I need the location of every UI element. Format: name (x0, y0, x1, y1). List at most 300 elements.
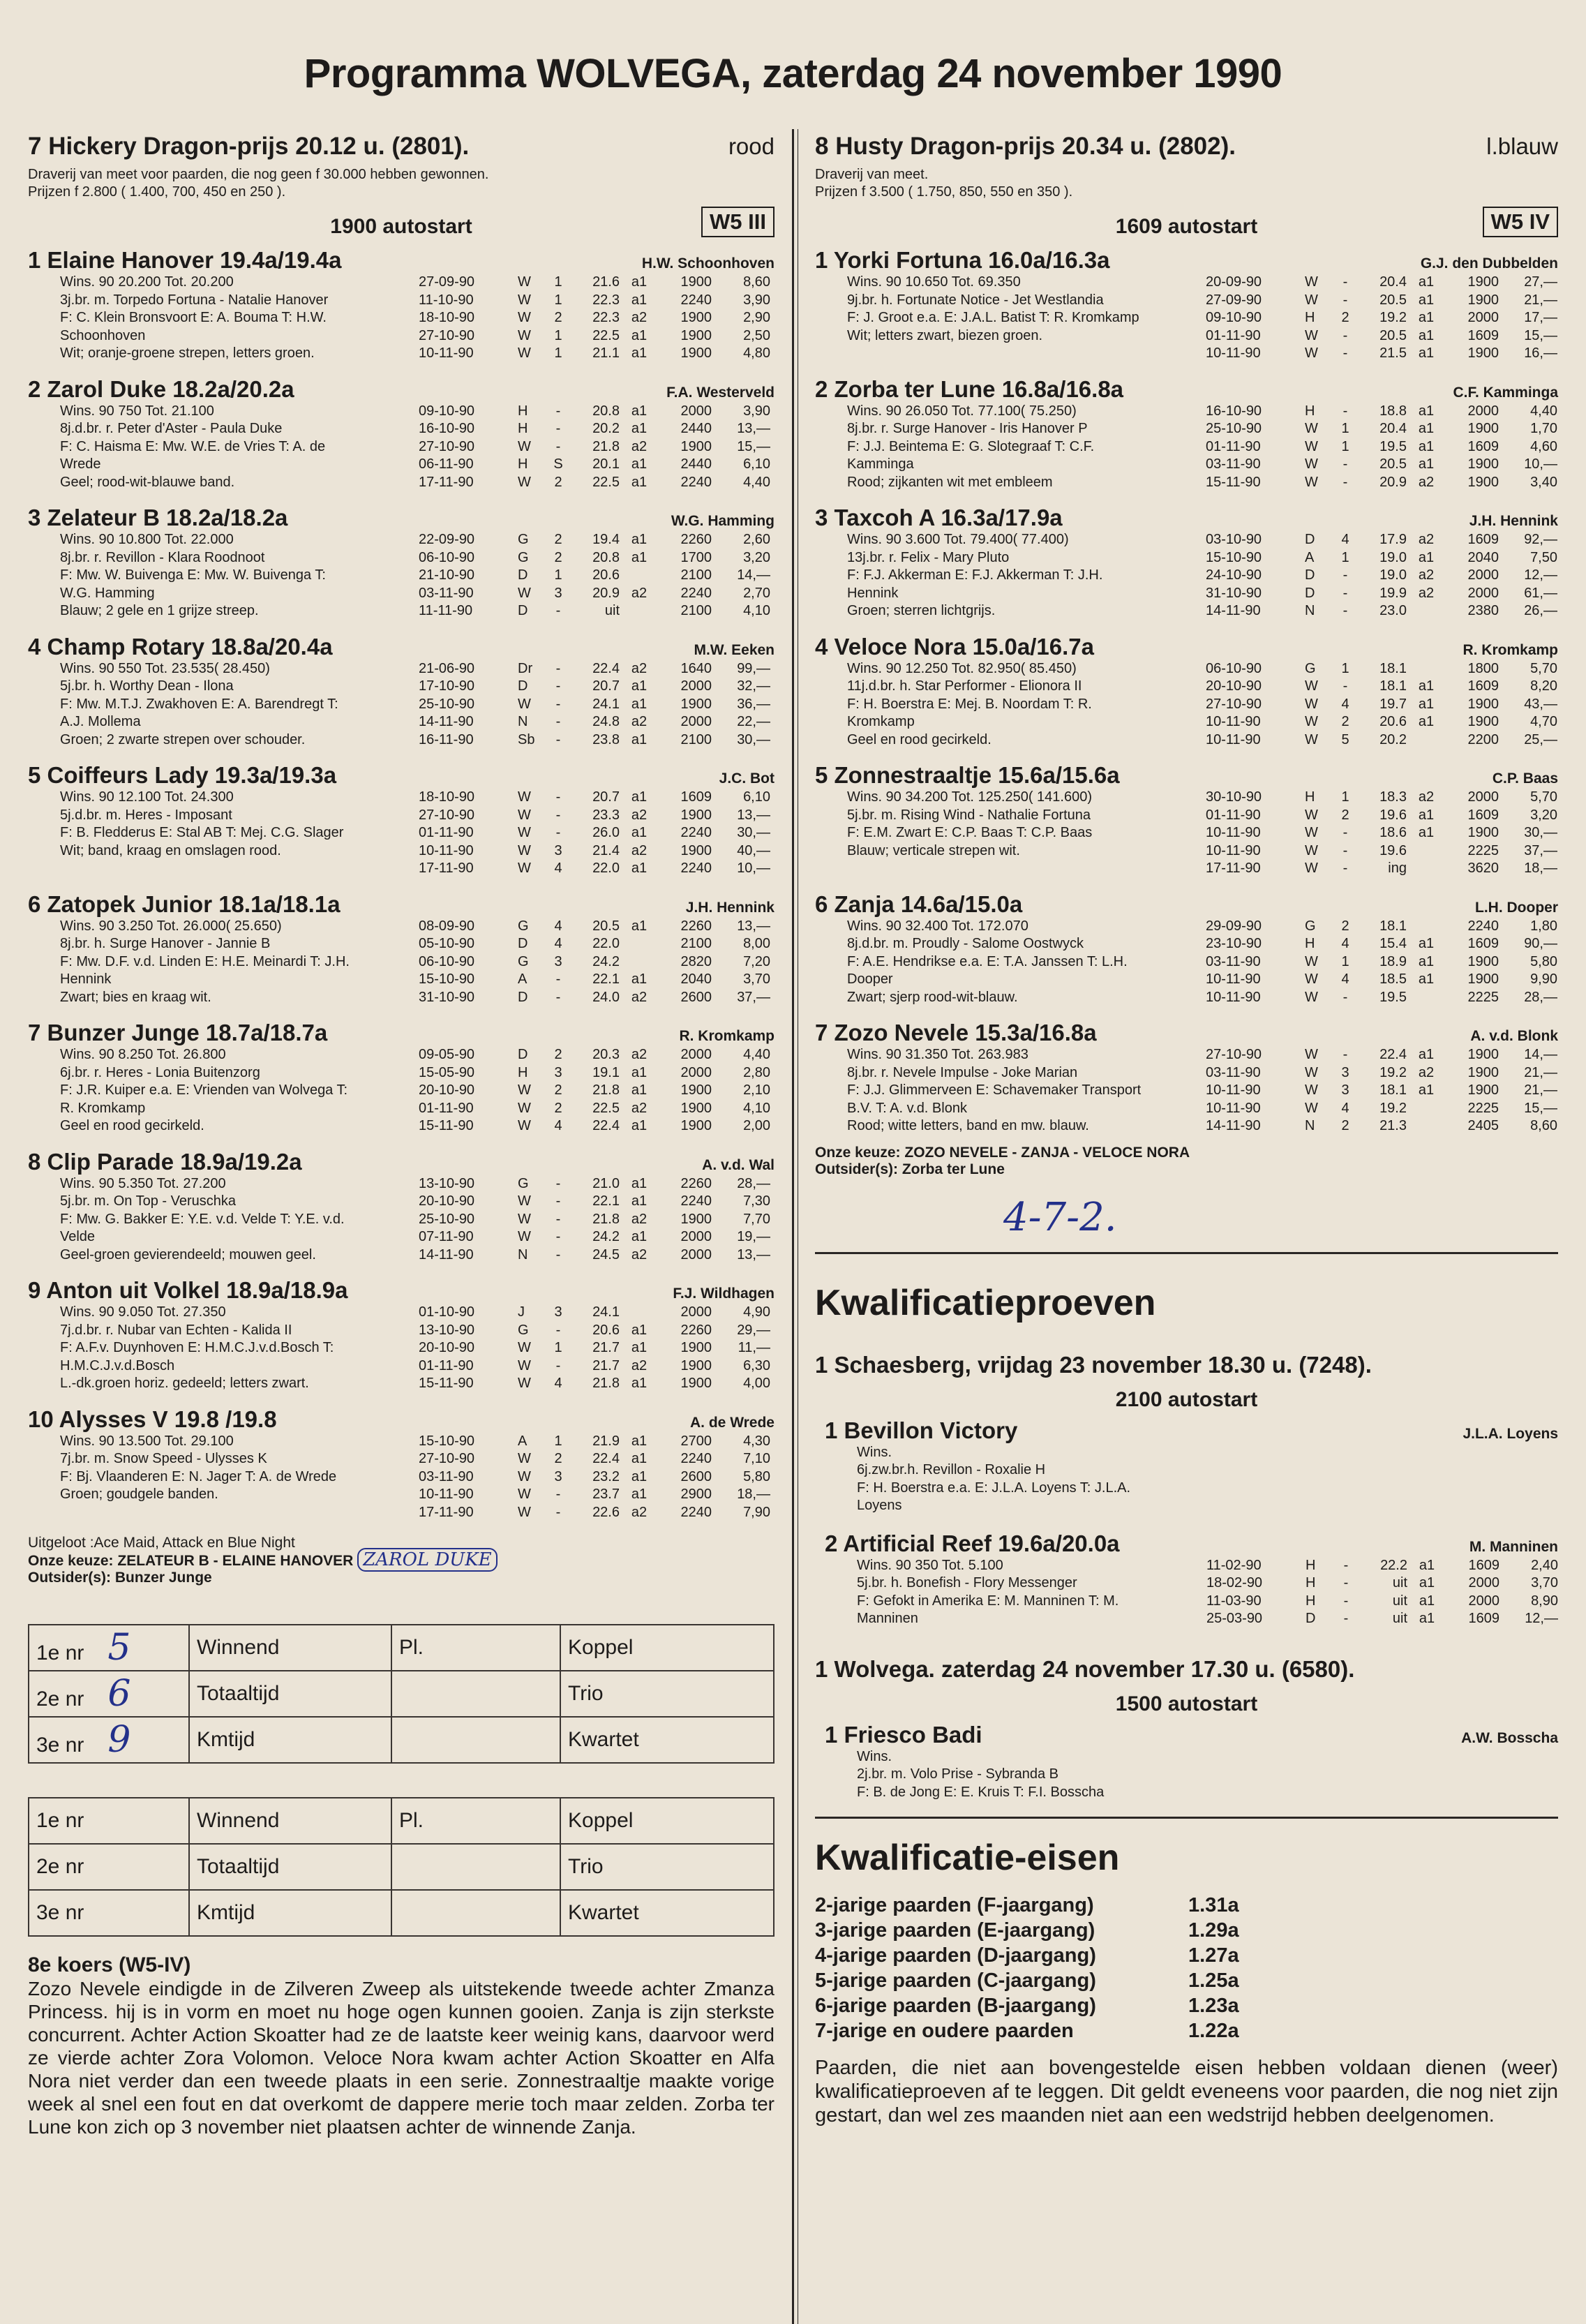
horse-info-line: Wins. 90 10.800 Tot. 22.000 (60, 532, 234, 547)
result-cell: a1 (631, 327, 648, 343)
result-cell: 6,10 (743, 456, 770, 472)
result-cell: 15,— (737, 438, 770, 454)
horse-info-line: Geel en rood gecirkeld. (847, 731, 992, 747)
result-cell: 28,— (1524, 989, 1557, 1005)
horse-name: 1 Elaine Hanover 19.4a/19.4a (28, 247, 342, 273)
result-cell (1407, 842, 1446, 861)
result-cell: - (555, 714, 561, 729)
result-cell: 1900 (1467, 292, 1499, 308)
horse-info (28, 1433, 419, 1522)
result-cell: 22.5 (592, 1100, 620, 1116)
result-cell: A (518, 971, 528, 987)
result-cell: W (1305, 1047, 1318, 1062)
result-row (419, 731, 770, 750)
result-cell: a1 (631, 456, 648, 472)
result-cell: 21.7 (592, 1357, 620, 1373)
horse-header (815, 634, 1558, 660)
result-cell: 3,90 (743, 403, 770, 419)
result-cell: 15.4 (1379, 936, 1407, 951)
result-cell: 1900 (680, 1376, 712, 1391)
result-row (1206, 474, 1557, 492)
result-cell: a2 (631, 989, 648, 1005)
result-row (1206, 567, 1557, 585)
result-cell: a1 (1418, 953, 1435, 969)
result-row (419, 1211, 770, 1229)
result-cell: a2 (1418, 532, 1435, 547)
result-row (419, 456, 770, 474)
result-cell: 4,40 (1530, 403, 1557, 419)
result-cell: 4 (1341, 532, 1349, 547)
race-7-horse-2 (28, 376, 775, 492)
bet-type: Kmtijd (189, 1890, 391, 1936)
result-cell: 5,80 (1530, 953, 1557, 969)
result-cell: 19.6 (1379, 842, 1407, 858)
result-cell: 20.9 (1379, 474, 1407, 490)
result-cell: 15-10-90 (419, 971, 475, 987)
race-7-horse-8 (28, 1149, 775, 1265)
result-row (1206, 953, 1557, 971)
horse-info-line: Wrede (60, 456, 101, 472)
result-cell: 8,00 (743, 936, 770, 951)
result-row (419, 678, 770, 696)
result-cell: 37,— (1524, 842, 1557, 858)
result-cell: - (555, 971, 561, 987)
result-cell: 5 (1341, 731, 1349, 747)
result-row (419, 474, 770, 492)
eisen-row (815, 1943, 1558, 1968)
horse-results (419, 789, 770, 878)
horse-info-line: Wins. (857, 1748, 892, 1764)
horse-name: 3 Taxcoh A 16.3a/17.9a (815, 505, 1063, 530)
result-cell: 07-11-90 (419, 1229, 474, 1244)
horse-name: 2 Artificial Reef 19.6a/20.0a (825, 1530, 1120, 1556)
result-cell: 1609 (1468, 1611, 1499, 1626)
result-cell: 20.6 (592, 567, 620, 583)
race-8-keuze: Onze keuze: ZOZO NEVELE - ZANJA - VELOCE NORA (815, 1144, 1190, 1161)
result-cell: D (518, 989, 528, 1005)
result-cell: 3 (554, 842, 562, 858)
result-cell: 1900 (680, 1118, 712, 1133)
result-row (419, 1228, 770, 1246)
result-cell: 10-11-90 (419, 345, 474, 361)
horse-info (815, 789, 1206, 878)
result-cell: D (518, 678, 528, 694)
horse-info (28, 403, 419, 492)
result-cell: 2260 (680, 1322, 712, 1338)
result-row (419, 1304, 770, 1322)
horse-info (28, 1175, 419, 1265)
horse-info-line: Groen; goudgele banden. (60, 1487, 218, 1502)
horse-trainer: A.W. Bosscha (1461, 1729, 1558, 1746)
horse-results (419, 1046, 770, 1135)
result-cell: 2900 (680, 1487, 712, 1502)
horse-info-line: Wit; letters zwart, biezen groen. (847, 327, 1043, 343)
result-cell: 2040 (680, 971, 712, 987)
result-cell: 27-10-90 (419, 1451, 475, 1466)
result-cell: 2000 (680, 678, 712, 694)
kw-session-start: 1500 autostart (1115, 1692, 1258, 1715)
result-cell: W (1305, 345, 1318, 361)
result-cell: W (518, 1357, 531, 1373)
result-row (419, 660, 770, 678)
result-cell: 36,— (737, 696, 770, 712)
horse-info-line: Zwart; bies en kraag wit. (60, 989, 211, 1005)
horse-info-line: 7j.d.br. r. Nubar van Echten - Kalida II (60, 1322, 292, 1338)
result-cell: - (555, 1246, 561, 1262)
race-7-start: 1900 autostart (330, 215, 472, 238)
result-cell: - (555, 731, 561, 747)
result-row (1206, 438, 1557, 456)
result-cell: 17-11-90 (419, 1504, 474, 1520)
result-cell: 17-11-90 (419, 474, 474, 490)
result-cell: 1 (554, 1340, 562, 1355)
horse-info-line: Wins. 90 26.050 Tot. 77.100( 75.250) (847, 403, 1077, 419)
horse-body (28, 660, 775, 750)
result-cell: 21.5 (1379, 345, 1407, 361)
eisen-age: 4-jarige paarden (D-jaargang) (815, 1944, 1096, 1967)
result-cell: a2 (631, 714, 648, 729)
result-cell: 21.9 (592, 1433, 620, 1449)
result-cell: 3,20 (743, 549, 770, 565)
kw-session-heading: 1 Wolvega. zaterdag 24 november 17.30 u. (6580). (815, 1655, 1355, 1682)
result-row (419, 1433, 770, 1451)
horse-body (28, 531, 775, 620)
result-row (419, 1046, 770, 1064)
bet-row (29, 1890, 774, 1936)
result-cell: 14-11-90 (419, 714, 474, 729)
result-cell: 27-09-90 (419, 274, 475, 290)
result-cell: a1 (631, 1487, 648, 1502)
result-row (419, 953, 770, 971)
result-cell: 2,80 (743, 1064, 770, 1080)
horse-info-line: F: H. Boerstra e.a. E: J.L.A. Loyens T: J.L.A. (857, 1480, 1131, 1496)
kwalificatie-sessions (815, 1352, 1558, 1802)
horse-info-line: Wins. 90 550 Tot. 23.535( 28.450) (60, 660, 270, 676)
result-row (419, 971, 770, 989)
result-cell: - (555, 1193, 561, 1209)
result-cell: 3,70 (1531, 1575, 1558, 1591)
result-cell: 1900 (680, 1357, 712, 1373)
horse-trainer: R. Kromkamp (679, 1028, 775, 1044)
result-cell: 24.8 (592, 714, 620, 729)
result-cell: 18-10-90 (419, 310, 475, 325)
result-cell: a1 (1419, 1611, 1435, 1626)
horse-header (28, 1149, 775, 1175)
result-cell: W (1305, 438, 1318, 454)
position-cell (29, 1798, 189, 1844)
result-cell: 01-11-90 (1206, 807, 1261, 823)
result-cell: 2380 (1467, 603, 1499, 618)
result-cell: 03-10-90 (1206, 532, 1262, 547)
result-cell: W (1305, 1064, 1318, 1080)
horse-info-line: F: H. Boerstra E: Mej. B. Noordam T: R. (847, 696, 1092, 712)
horse-body (815, 531, 1558, 620)
result-cell: 15-10-90 (419, 1433, 475, 1449)
result-cell: 2000 (680, 1246, 712, 1262)
result-cell: 2000 (680, 1229, 712, 1244)
result-row (1206, 860, 1557, 878)
result-row (1206, 274, 1557, 292)
result-cell: a2 (631, 1246, 648, 1262)
result-cell: - (1342, 1047, 1348, 1062)
result-cell: 26,— (1524, 603, 1557, 618)
result-cell: 2000 (680, 1064, 712, 1080)
eisen-time: 1.22a (1188, 2020, 1239, 2042)
result-cell: 14-11-90 (1206, 1118, 1261, 1133)
horse-info-line: Wins. 90 750 Tot. 21.100 (60, 403, 214, 419)
result-cell: W (1305, 274, 1318, 290)
result-row (419, 989, 770, 1007)
result-cell: 25-10-90 (419, 1211, 475, 1227)
result-cell: 1900 (1467, 953, 1499, 969)
result-cell: 21.3 (1379, 1118, 1407, 1133)
bet-type-2: Kwartet (560, 1717, 774, 1763)
result-cell: 10-11-90 (1206, 989, 1261, 1005)
result-cell: 24.1 (592, 1304, 620, 1320)
result-cell: 11-10-90 (419, 292, 474, 308)
eisen-age: 7-jarige en oudere paarden (815, 2020, 1074, 2042)
bet-type: Totaaltijd (189, 1671, 391, 1717)
result-cell: 4 (554, 1118, 562, 1133)
eisen-age: 2-jarige paarden (F-jaargang) (815, 1894, 1094, 1916)
result-row (419, 292, 770, 310)
result-cell: 7,50 (1530, 549, 1557, 565)
result-cell: 2 (554, 549, 562, 565)
result-cell: G (518, 1322, 529, 1338)
horse-name: 4 Veloce Nora 15.0a/16.7a (815, 633, 1094, 660)
result-cell: a1 (631, 1118, 648, 1133)
horse-body (815, 1046, 1558, 1135)
result-cell: 4,40 (743, 1047, 770, 1062)
horse-results (1206, 531, 1557, 620)
result-cell: 22.2 (1380, 1557, 1407, 1573)
result-cell: 03-11-90 (419, 1468, 474, 1484)
horse-trainer: H.W. Schoonhoven (641, 255, 775, 271)
result-cell: 21,— (1524, 1082, 1557, 1098)
result-cell: a2 (631, 842, 648, 858)
bet-type-2: Kwartet (560, 1890, 774, 1936)
horse-info-line: F: Gefokt in Amerika E: M. Manninen T: M. (857, 1593, 1119, 1609)
horse-body (28, 789, 775, 878)
result-cell: 3 (1341, 1082, 1349, 1098)
result-row (419, 824, 770, 842)
bet-tables (28, 1624, 775, 1937)
horse-info-line: Wins. 90 34.200 Tot. 125.250( 141.600) (847, 789, 1092, 805)
result-cell: 2 (554, 1082, 562, 1098)
result-cell: a1 (631, 731, 648, 747)
result-cell: 2225 (1467, 1100, 1499, 1116)
result-cell: W (1305, 953, 1318, 969)
result-row (1206, 971, 1557, 989)
horse-results (419, 1175, 770, 1265)
result-cell: 1609 (1468, 1557, 1499, 1573)
result-cell: 2,70 (743, 585, 770, 601)
result-row (1206, 989, 1557, 1007)
result-cell: a2 (631, 1211, 648, 1227)
result-cell: a1 (1418, 696, 1435, 712)
result-cell: 7,70 (743, 1211, 770, 1227)
race-8-class-badge: W5 IV (1483, 207, 1558, 237)
result-cell: 2000 (1467, 789, 1499, 805)
horse-info-line: L.-dk.groen horiz. gedeeld; letters zwart. (60, 1376, 309, 1391)
result-cell: 19.2 (1379, 1100, 1407, 1116)
result-cell: a1 (631, 1340, 648, 1355)
horse-info-line: 8j.d.br. m. Proudly - Salome Oostwyck (847, 936, 1084, 951)
result-cell: a1 (1418, 345, 1435, 361)
result-cell: 13,— (737, 421, 770, 436)
result-cell: - (1342, 456, 1348, 472)
result-cell: 22.0 (592, 936, 620, 951)
race-8-start-row (815, 205, 1558, 244)
result-cell: 20.2 (592, 421, 620, 436)
horse-info-line: Wit; band, kraag en omslagen rood. (60, 842, 281, 858)
horse-info-line: H.M.C.J.v.d.Bosch (60, 1357, 175, 1373)
horse-info-line: 3j.br. m. Torpedo Fortuna - Natalie Hanover (60, 292, 329, 308)
result-cell: 4,00 (743, 1376, 770, 1391)
result-cell: G (518, 953, 529, 969)
eisen-time: 1.29a (1188, 1919, 1239, 1942)
result-cell: W (1305, 474, 1318, 490)
result-row (419, 1175, 770, 1193)
result-cell: W (518, 1118, 531, 1133)
result-cell: W (1305, 421, 1318, 436)
result-cell: H (518, 1064, 528, 1080)
horse-name: 7 Bunzer Junge 18.7a/18.7a (28, 1020, 328, 1045)
result-cell: 21-06-90 (419, 660, 475, 676)
result-row (419, 1193, 770, 1211)
kwalificatie-title: Kwalificatieproeven (815, 1282, 1156, 1323)
result-cell: 2200 (1467, 731, 1499, 747)
result-cell: 5,70 (1530, 789, 1557, 805)
result-cell: a1 (631, 421, 648, 436)
result-cell: 2000 (680, 714, 712, 729)
horse-info-line: Wins. (857, 1444, 892, 1460)
result-cell: 2 (554, 474, 562, 490)
result-cell: 09-10-90 (419, 403, 475, 419)
horse-info-line: 9j.br. h. Fortunate Notice - Jet Westlandia (847, 292, 1104, 308)
eisen-row (815, 1993, 1558, 2018)
result-cell: 1609 (1467, 936, 1499, 951)
horse-trainer: J.H. Hennink (685, 899, 775, 916)
result-cell: 20.4 (1379, 274, 1407, 290)
result-cell: 27,— (1524, 274, 1557, 290)
result-cell: 1900 (1467, 714, 1499, 729)
result-cell: - (1342, 861, 1348, 876)
result-cell: - (555, 603, 561, 618)
result-row (419, 918, 770, 936)
result-cell: 18.8 (1379, 403, 1407, 419)
horse-info-line: F: J.J. Glimmerveen E: Schavemaker Transport (847, 1082, 1142, 1098)
result-cell: 1900 (680, 842, 712, 858)
result-cell: 1 (1341, 953, 1349, 969)
result-cell: H (1305, 403, 1315, 419)
result-row (1206, 602, 1557, 620)
result-cell (1407, 602, 1446, 620)
horse-info-line: F: A.F.v. Duynhoven E: H.M.C.J.v.d.Bosch T: (60, 1340, 334, 1355)
result-cell: 20.6 (592, 1322, 620, 1338)
horse-info-line: 8j.br. r. Revillon - Klara Roodnoot (60, 549, 265, 565)
horse-header (825, 1722, 1558, 1748)
result-cell: - (555, 1175, 561, 1191)
result-cell: 1900 (1467, 345, 1499, 361)
horse-info-line: Wins. 90 350 Tot. 5.100 (857, 1557, 1003, 1573)
horse-body (825, 1748, 1558, 1802)
result-cell: 13,— (737, 918, 770, 934)
result-cell: 30,— (737, 825, 770, 840)
result-cell: a2 (1418, 567, 1435, 583)
horse-trainer: M. Manninen (1469, 1538, 1558, 1555)
result-cell: a1 (631, 1376, 648, 1391)
result-cell: 1900 (1467, 456, 1499, 472)
result-cell: 1609 (680, 789, 712, 805)
result-cell: 24.2 (592, 953, 620, 969)
eisen-row (815, 2018, 1558, 2043)
result-cell: 18.3 (1379, 789, 1407, 805)
result-cell: 1900 (1467, 825, 1499, 840)
horse-body (28, 274, 775, 363)
result-cell: H (1305, 936, 1315, 951)
result-cell: Sb (518, 731, 535, 747)
result-cell: a1 (1418, 936, 1435, 951)
result-cell: 1900 (1467, 971, 1499, 987)
result-cell: 08-09-90 (419, 918, 475, 934)
race-7-conditions: Draverij van meet voor paarden, die nog geen f 30.000 hebben gewonnen. (28, 167, 489, 182)
horse-info-line: 5j.br. m. On Top - Veruschka (60, 1193, 236, 1209)
horse-info-line: Wins. 90 12.100 Tot. 24.300 (60, 789, 234, 805)
result-cell: W (518, 1100, 531, 1116)
result-cell: 1 (554, 345, 562, 361)
result-cell: 90,— (1524, 936, 1557, 951)
result-cell: 19.7 (1379, 696, 1407, 712)
result-cell: a1 (1418, 1082, 1435, 1098)
horse-info-line: R. Kromkamp (60, 1100, 146, 1116)
horse-results (419, 660, 770, 750)
result-cell: Dr (518, 660, 533, 676)
bet-row (29, 1671, 774, 1717)
result-cell: - (555, 989, 561, 1005)
horse-info-line: 13j.br. r. Felix - Mary Pluto (847, 549, 1010, 565)
horse-name: 9 Anton uit Volkel 18.9a/18.9a (28, 1277, 348, 1303)
result-cell: 29-09-90 (1206, 918, 1262, 934)
horse-header (28, 762, 775, 789)
result-cell: 22.5 (592, 474, 620, 490)
result-cell: a2 (1418, 474, 1435, 490)
result-cell: 15-11-90 (419, 1376, 474, 1391)
result-cell: G (518, 549, 529, 565)
section-divider-2 (815, 1817, 1558, 1819)
result-cell: - (555, 1504, 561, 1520)
horse-body (815, 403, 1558, 492)
horse-info-line: Geel en rood gecirkeld. (60, 1118, 204, 1133)
result-cell: 06-10-90 (419, 953, 475, 969)
result-cell: 3 (554, 1468, 562, 1484)
result-cell: 23.8 (592, 731, 620, 747)
result-cell: W (1305, 1100, 1318, 1116)
result-cell: a1 (1418, 1047, 1435, 1062)
kw-session-start: 2100 autostart (1115, 1387, 1258, 1411)
race-8-header (815, 133, 1558, 161)
horse-info-line: Wins. 90 3.250 Tot. 26.000( 25.650) (60, 918, 282, 934)
result-cell: D (518, 936, 528, 951)
result-cell: 21.6 (592, 274, 620, 290)
result-cell: 2 (554, 1047, 562, 1062)
result-row (419, 567, 770, 585)
result-cell: a1 (1418, 274, 1435, 290)
result-cell: 1900 (1467, 474, 1499, 490)
result-cell: - (1342, 825, 1348, 840)
result-cell: 1900 (680, 1211, 712, 1227)
result-row (1206, 309, 1557, 327)
